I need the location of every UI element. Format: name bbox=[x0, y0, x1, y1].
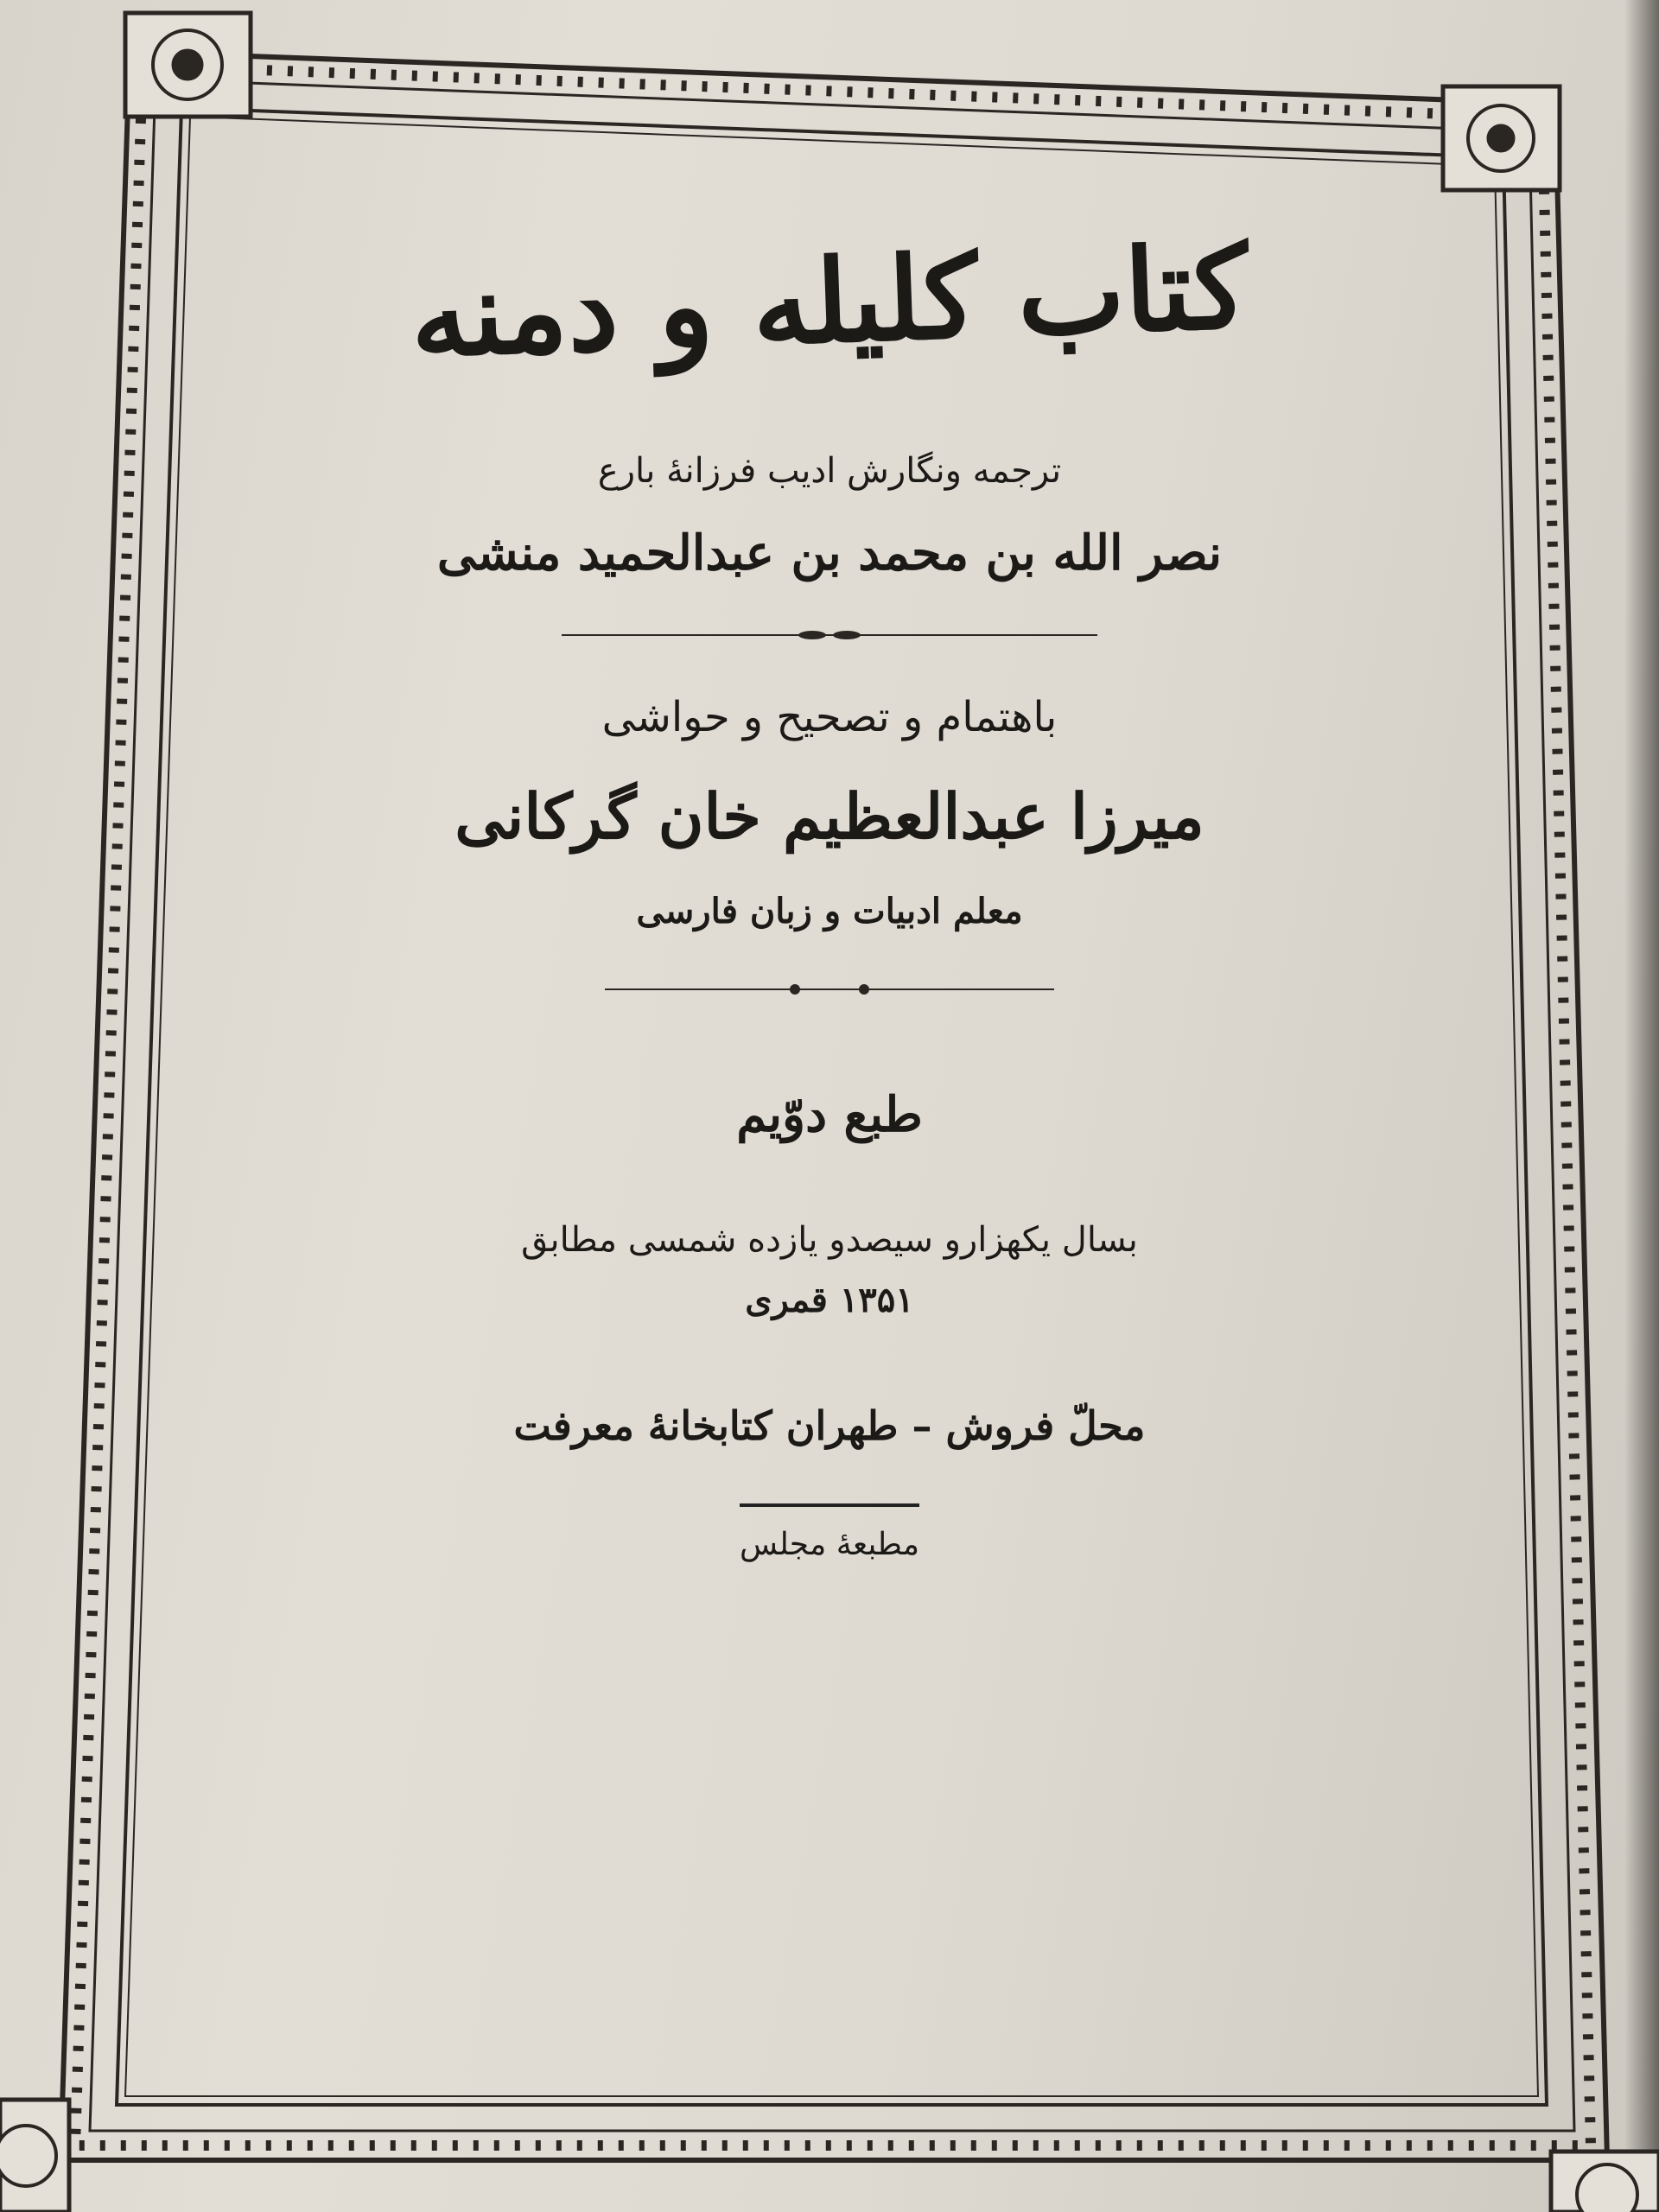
sales-location: محلّ فروش – طهران کتابخانهٔ معرفت bbox=[513, 1402, 1146, 1449]
corner-rosette-icon bbox=[1551, 2152, 1659, 2212]
editor-title: معلم ادبیات و زبان فارسی bbox=[636, 891, 1023, 931]
printer-name: مطبعهٔ مجلس bbox=[740, 1503, 919, 1571]
book-title: کتاب کلیله و دمنه bbox=[408, 220, 1251, 384]
corner-rosette-icon bbox=[1443, 86, 1560, 190]
divider-ornament bbox=[562, 622, 1097, 648]
divider-ornament bbox=[605, 976, 1054, 1002]
translation-note: ترجمه ونگارش ادیب فرزانهٔ بارع bbox=[597, 451, 1062, 491]
editor-name: میرزا عبدالعظیم خان گرکانی bbox=[454, 779, 1205, 853]
hijri-year: ۱۳۵۱ قمری bbox=[745, 1280, 914, 1320]
corner-rosette-icon bbox=[125, 13, 251, 117]
translator-name: نصر الله بن محمد بن عبدالحمید منشی bbox=[436, 524, 1223, 582]
date-line: بسال یکهزارو سیصدو یازده شمسی مطابق bbox=[521, 1220, 1138, 1260]
title-block bbox=[225, 190, 1434, 1571]
editing-note: باهتمام و تصحیح و حواشی bbox=[601, 693, 1058, 741]
corner-rosette-icon bbox=[0, 2100, 69, 2212]
edition-label: طبع دوّیم bbox=[736, 1086, 923, 1143]
